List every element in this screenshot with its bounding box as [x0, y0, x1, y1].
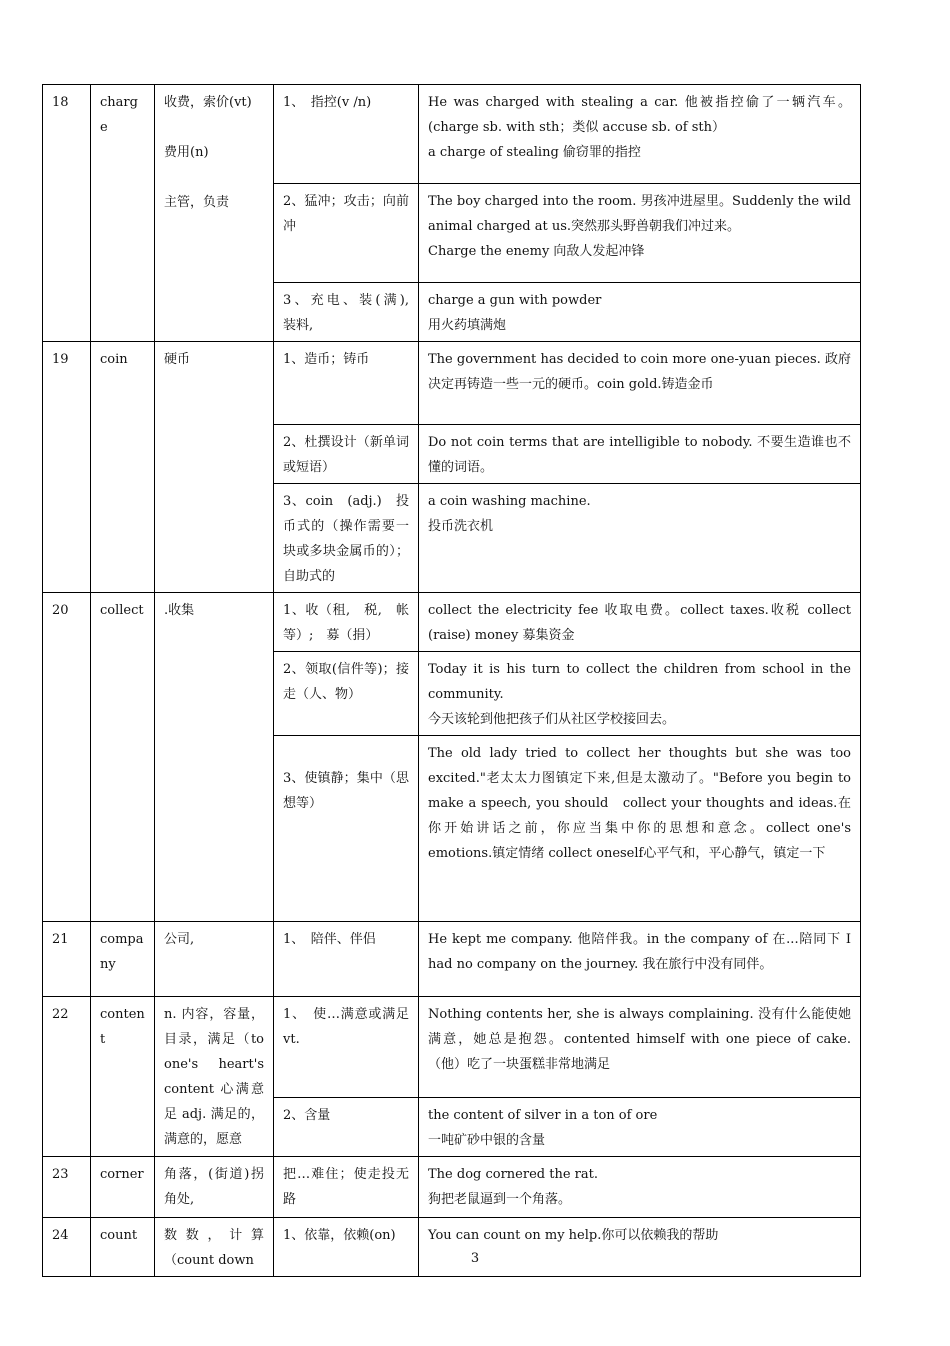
- page-number: 3: [470, 1251, 480, 1266]
- entry-number: 23: [43, 1157, 91, 1218]
- table-row: [43, 1157, 861, 1218]
- meaning-line: 硬币: [164, 352, 191, 367]
- example-line: He kept me company. 他陪伴我。in the company of 在...陪同下 I had no company on the journey. 我在旅行中没有同伴。: [428, 932, 851, 972]
- sense-label: 2、领取(信件等)；接走（人、物）: [274, 652, 419, 736]
- sense-label: 1、收（租, 税, 帐等）; 募（捐）: [274, 593, 419, 652]
- entry-word: company: [91, 922, 155, 997]
- meaning-line: 角落，(街道)拐角处,: [164, 1167, 264, 1207]
- example-text: [419, 342, 861, 425]
- entry-word: coin: [91, 342, 155, 593]
- meaning-line: .收集: [164, 603, 195, 618]
- example-line: Charge the enemy 向敌人发起冲锋: [428, 244, 645, 259]
- example-line: 今天该轮到他把孩子们从社区学校接回去。: [428, 712, 676, 727]
- entry-word: charge: [91, 85, 155, 342]
- example-text: [419, 997, 861, 1098]
- meaning-line: n. 内容，容量，目录，满足（to one's heart's content 心满意足 adj. 满足的，满意的，愿意: [164, 1007, 264, 1147]
- example-line: 一吨矿砂中银的含量: [428, 1133, 546, 1148]
- entry-number: 22: [43, 997, 91, 1157]
- meaning-line: 数数，计算（count down: [164, 1228, 264, 1268]
- example-line: The old lady tried to collect her thoughts but she was too excited."老太太力图镇定下来,但是太激动了。"Before you begin to make a speech, you should collect your thoughts and ideas.在你开始讲话之前，你应当集中你的思想和意念。collect one's emotions.镇定情绪 collect oneself心平气和，平心静气，镇定一下: [428, 746, 851, 861]
- example-line: The boy charged into the room. 男孩冲进屋里。Suddenly the wild animal charged at us.突然那头野兽朝我们冲过来。: [428, 194, 851, 234]
- example-text: [419, 922, 861, 997]
- table-row: [43, 342, 861, 425]
- example-text: [419, 283, 861, 342]
- sense-label: 2、杜撰设计（新单词或短语）: [274, 425, 419, 484]
- meaning-line: 费用(n): [164, 145, 209, 160]
- example-text: [419, 652, 861, 736]
- example-line: Do not coin terms that are intelligible to nobody. 不要生造谁也不懂的词语。: [428, 435, 851, 475]
- sense-label: 3、coin (adj.) 投币式的（操作需要一块或多块金属币的）；自助式的: [274, 484, 419, 593]
- table-row: [43, 1218, 861, 1277]
- entry-meaning: [155, 1157, 274, 1218]
- meaning-line: 公司,: [164, 932, 195, 947]
- entry-meaning: [155, 1218, 274, 1277]
- example-line: The dog cornered the rat.: [428, 1167, 598, 1182]
- example-line: the content of silver in a ton of ore: [428, 1108, 658, 1123]
- meaning-line: 收费，索价(vt): [164, 95, 252, 110]
- example-line: 狗把老鼠逼到一个角落。: [428, 1192, 572, 1207]
- entry-word: count: [91, 1218, 155, 1277]
- example-text: [419, 1098, 861, 1157]
- example-text: [419, 593, 861, 652]
- example-line: a coin washing machine.: [428, 494, 591, 509]
- sense-label: 2、猛冲；攻击；向前冲: [274, 184, 419, 283]
- table-row: [43, 85, 861, 184]
- table-row: [43, 922, 861, 997]
- entry-meaning: [155, 593, 274, 922]
- example-text: [419, 425, 861, 484]
- entry-word: corner: [91, 1157, 155, 1218]
- entry-meaning: [155, 922, 274, 997]
- sense-label: 1、依靠，依赖(on): [274, 1218, 419, 1277]
- example-line: Today it is his turn to collect the children from school in the community.: [428, 662, 851, 702]
- entry-word: collect: [91, 593, 155, 922]
- sense-label: 把…难住；使走投无路: [274, 1157, 419, 1218]
- table-row: [43, 593, 861, 652]
- example-line: The government has decided to coin more one-yuan pieces. 政府决定再铸造一些一元的硬币。coin gold.铸造金币: [428, 352, 851, 392]
- entry-number: 19: [43, 342, 91, 593]
- entry-number: 18: [43, 85, 91, 342]
- example-line: You can count on my help.你可以依赖我的帮助: [428, 1228, 719, 1243]
- entry-meaning: [155, 342, 274, 593]
- example-text: [419, 736, 861, 922]
- entry-number: 21: [43, 922, 91, 997]
- example-line: He was charged with stealing a car. 他被指控偷了一辆汽车。(charge sb. with sth；类似 accuse sb. of sth）: [428, 95, 851, 135]
- entry-meaning: [155, 997, 274, 1157]
- sense-label: 1、 陪伴、伴侣: [274, 922, 419, 997]
- example-text: [419, 85, 861, 184]
- sense-label: 2、含量: [274, 1098, 419, 1157]
- meaning-line: 主管，负责: [164, 195, 230, 210]
- sense-label: 1、 使…满意或满足 vt.: [274, 997, 419, 1098]
- sense-label: 1、 指控(v /n): [274, 85, 419, 184]
- sense-label: 1、造币；铸币: [274, 342, 419, 425]
- example-line: Nothing contents her, she is always complaining. 没有什么能使她满意，她总是抱怨。contented himself with one piece of cake. （他）吃了一块蛋糕非常地满足: [428, 1007, 851, 1072]
- entry-number: 24: [43, 1218, 91, 1277]
- vocabulary-table: [42, 84, 861, 1277]
- entry-meaning: [155, 85, 274, 342]
- example-line: a charge of stealing 偷窃罪的指控: [428, 145, 641, 160]
- example-line: 投币洗衣机: [428, 519, 494, 534]
- example-line: charge a gun with powder: [428, 293, 602, 308]
- example-text: [419, 1218, 861, 1277]
- sense-label: 3、充电、装(满), 装料,: [274, 283, 419, 342]
- example-line: collect the electricity fee 收取电费。collect taxes.收税 collect (raise) money 募集资金: [428, 603, 851, 643]
- example-text: [419, 1157, 861, 1218]
- entry-number: 20: [43, 593, 91, 922]
- example-text: [419, 484, 861, 593]
- example-text: [419, 184, 861, 283]
- example-line: 用火药填满炮: [428, 318, 507, 333]
- table-row: [43, 997, 861, 1098]
- entry-word: content: [91, 997, 155, 1157]
- sense-label: 3、使镇静；集中（思想等）: [274, 736, 419, 922]
